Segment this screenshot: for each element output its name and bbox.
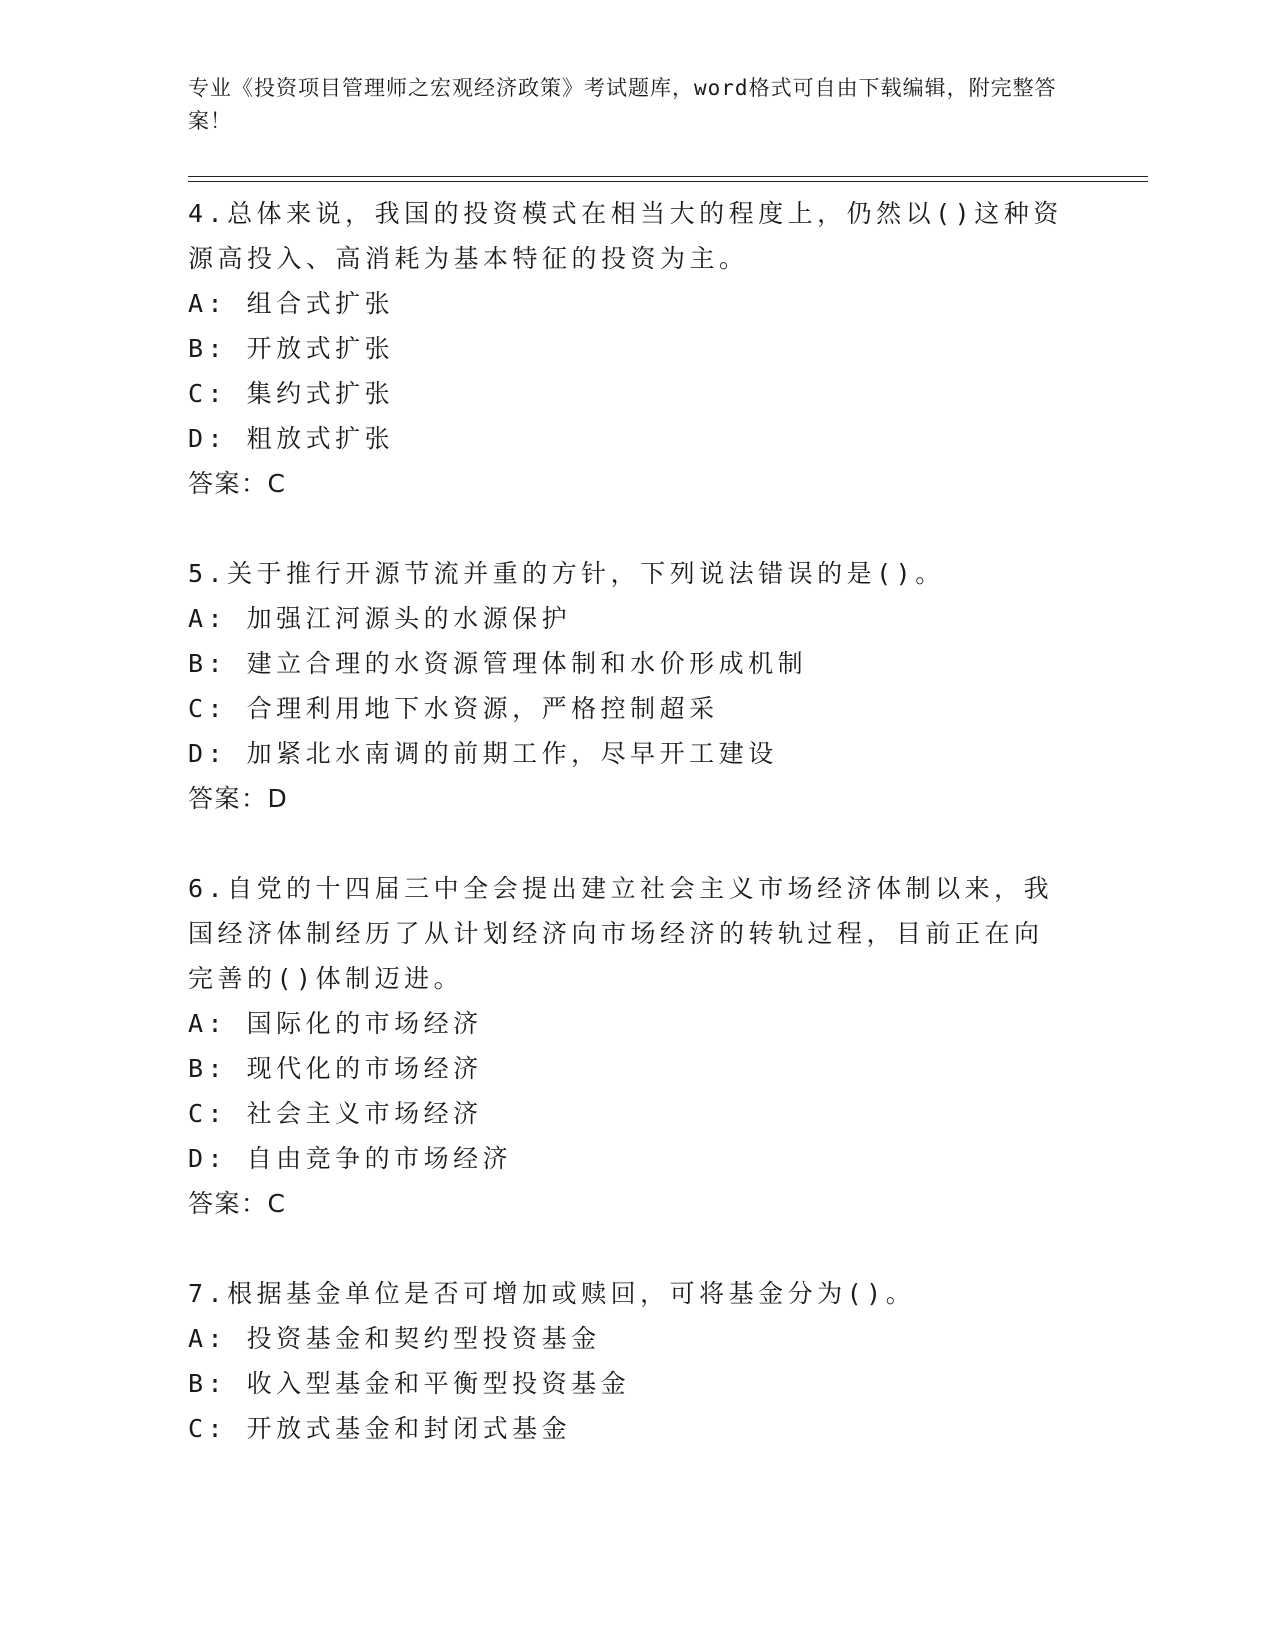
question-stem: 5.关于推行开源节流并重的方针，下列说法错误的是()。	[188, 559, 945, 588]
option-a: A: 国际化的市场经济	[188, 1009, 483, 1038]
option-a: A: 组合式扩张	[188, 289, 395, 318]
question-6	[188, 866, 1148, 1226]
option-d: D: 加紧北水南调的前期工作，尽早开工建设	[188, 739, 778, 768]
option-d: D: 自由竞争的市场经济	[188, 1144, 513, 1173]
option-c: C: 开放式基金和封闭式基金	[188, 1414, 572, 1443]
question-7	[188, 1271, 1148, 1451]
option-a: A: 加强江河源头的水源保护	[188, 604, 572, 633]
option-b: B: 开放式扩张	[188, 334, 395, 363]
answer: 答案：C	[188, 1189, 287, 1218]
option-a: A: 投资基金和契约型投资基金	[188, 1324, 601, 1353]
question-stem: 6.自党的十四届三中全会提出建立社会主义市场经济体制以来，我国经济体制经历了从计划经济向市场经济的转轨过程，目前正在向完善的()体制迈进。	[188, 874, 1054, 993]
answer: 答案：D	[188, 784, 289, 813]
option-b: B: 收入型基金和平衡型投资基金	[188, 1369, 631, 1398]
question-5	[188, 551, 1148, 821]
option-c: C: 合理利用地下水资源，严格控制超采	[188, 694, 719, 723]
question-4	[188, 191, 1148, 506]
document-header: 专业《投资项目管理师之宏观经济政策》考试题库，word格式可自由下载编辑，附完整答案！	[188, 76, 1057, 133]
header-divider	[188, 176, 1148, 182]
option-b: B: 建立合理的水资源管理体制和水价形成机制	[188, 649, 808, 678]
option-b: B: 现代化的市场经济	[188, 1054, 483, 1083]
option-c: C: 集约式扩张	[188, 379, 395, 408]
answer: 答案：C	[188, 469, 287, 498]
question-list	[188, 191, 1148, 1451]
option-c: C: 社会主义市场经济	[188, 1099, 483, 1128]
document-page	[188, 72, 1148, 1496]
question-stem: 7.根据基金单位是否可增加或赎回，可将基金分为()。	[188, 1279, 916, 1308]
option-d: D: 粗放式扩张	[188, 424, 395, 453]
question-stem: 4.总体来说，我国的投资模式在相当大的程度上，仍然以()这种资源高投入、高消耗为基本特征的投资为主。	[188, 199, 1063, 273]
